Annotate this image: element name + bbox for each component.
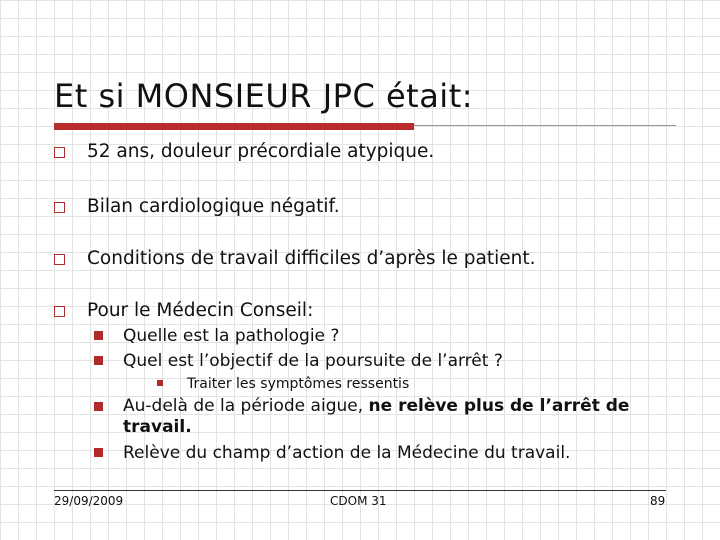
filled-square-bullet-icon <box>94 448 103 457</box>
sub-bullet-item <box>94 396 663 438</box>
sub-sub-bullet-text: Traiter les symptômes ressentis <box>187 376 410 392</box>
filled-square-bullet-icon <box>94 331 103 340</box>
slide-title: Et si MONSIEUR JPC était: <box>54 77 474 115</box>
sub-bullet-text <box>123 396 663 438</box>
bullet-item <box>54 140 434 164</box>
hollow-square-bullet-icon <box>54 202 65 213</box>
hollow-square-bullet-icon <box>54 254 65 265</box>
sub-sub-bullet-item <box>157 375 409 393</box>
title-accent-bar <box>54 123 414 130</box>
hollow-square-bullet-icon <box>54 306 65 317</box>
bullet-text: Pour le Médecin Conseil: <box>87 300 314 321</box>
sub-bullet-item <box>94 325 339 347</box>
footer-divider <box>54 490 666 491</box>
filled-square-bullet-icon <box>94 356 103 365</box>
bullet-text: Conditions de travail difficiles d’après le patient. <box>87 248 536 269</box>
filled-square-bullet-icon <box>94 402 103 411</box>
sub-bullet-text: Quel est l’objectif de la poursuite de l’arrêt ? <box>123 351 503 371</box>
sub-bullet-text: Relève du champ d’action de la Médecine du travail. <box>123 443 571 463</box>
sub-bullet-text-bold: ne relève plus de l’arrêt de travail. <box>123 396 630 437</box>
page-number: 89 <box>650 494 666 508</box>
sub-bullet-text-plain: Au-delà de la période aigue, <box>123 396 369 416</box>
sub-bullet-item <box>94 350 503 372</box>
bullet-text: 52 ans, douleur précordiale atypique. <box>87 141 435 162</box>
footer-date: 29/09/2009 <box>54 494 124 508</box>
sub-bullet-text: Quelle est la pathologie ? <box>123 326 340 346</box>
bullet-text: Bilan cardiologique négatif. <box>87 196 340 217</box>
sub-bullet-item <box>94 442 570 464</box>
small-filled-square-bullet-icon <box>157 380 163 386</box>
bullet-item <box>54 299 313 323</box>
bullet-item <box>54 247 536 271</box>
footer-center-label: CDOM 31 <box>330 494 387 508</box>
hollow-square-bullet-icon <box>54 147 65 158</box>
bullet-item <box>54 195 340 219</box>
